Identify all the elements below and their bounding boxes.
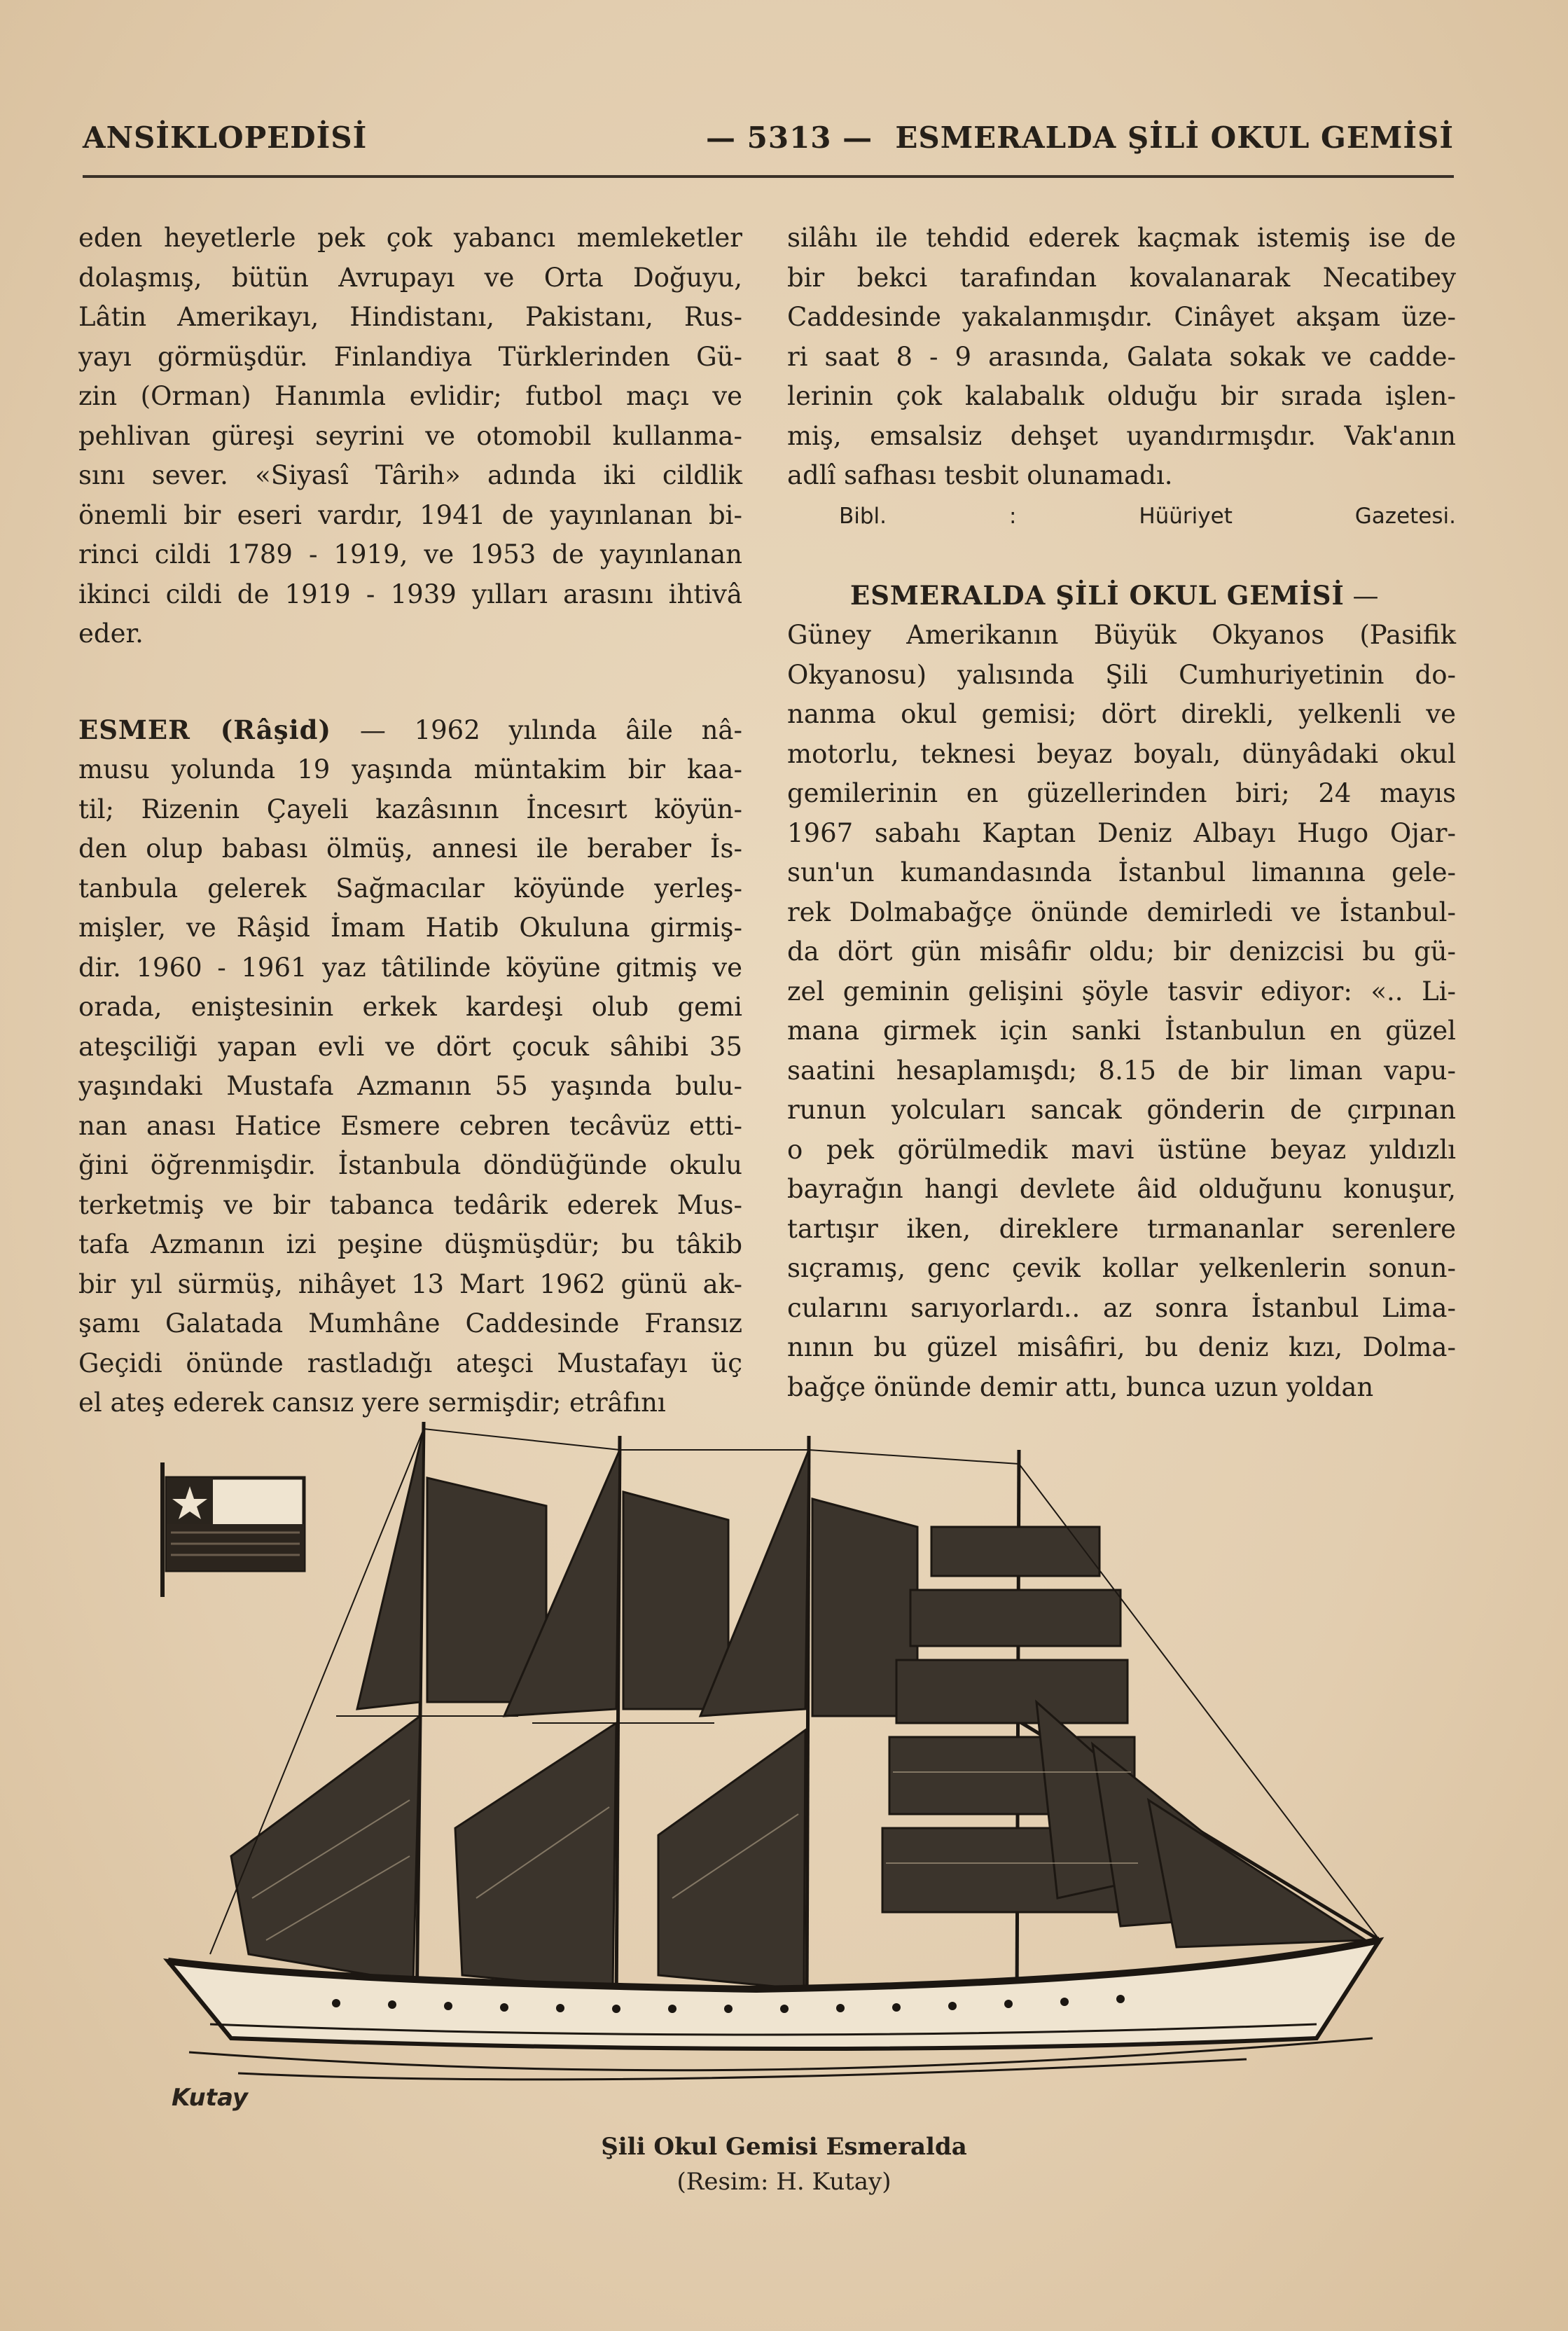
entry-esmeralda-body bbox=[787, 616, 1456, 1407]
entry-esmeralda-dash: — bbox=[1344, 580, 1379, 611]
text-line: eder. bbox=[78, 618, 144, 649]
text-line: tartışır iken, direklere tırmananlar serenlere bbox=[787, 1213, 1456, 1244]
right-column bbox=[787, 219, 1456, 1407]
text-line: nanma okul gemisi; dört direkli, yelkenli ve bbox=[787, 699, 1456, 729]
entry-esmer-intro: — 1962 yılında âile nâ- bbox=[331, 714, 742, 745]
text-line: bağçe önünde demir attı, bunca uzun yoldan bbox=[787, 1371, 1374, 1402]
text-line: da dört gün misâfir oldu; bir denizcisi bu gü- bbox=[787, 936, 1456, 967]
text-line: saatini hesaplamışdı; 8.15 de bir liman vapu- bbox=[787, 1055, 1456, 1086]
text-line: runun yolcuları sancak gönderin de çırpınan bbox=[787, 1095, 1456, 1125]
text-line: ri saat 8 - 9 arasında, Galata sokak ve cadde- bbox=[787, 341, 1456, 372]
text-line: tanbula gelerek Sağmacılar köyünde yerleş- bbox=[78, 873, 742, 904]
text-line: adlî safhası tesbit olunamadı. bbox=[787, 460, 1173, 490]
entry-esmeralda-first-line bbox=[787, 576, 1456, 616]
paragraph-gap bbox=[787, 537, 1456, 576]
text-line: dolaşmış, bütün Avrupayı ve Orta Doğuyu, bbox=[78, 262, 742, 293]
caption-credit: (Resim: H. Kutay) bbox=[677, 2168, 891, 2196]
caption-title: Şili Okul Gemisi Esmeralda bbox=[601, 2133, 967, 2161]
text-line: rek Dolmabağçe önünde demirledi ve İstanbul- bbox=[787, 897, 1456, 927]
artist-signature: Kutay bbox=[172, 2084, 249, 2112]
entry-esmer-ending bbox=[787, 219, 1456, 496]
text-line: mana girmek için sanki İstanbulun en güzel bbox=[787, 1016, 1456, 1046]
ship-illustration bbox=[126, 1408, 1408, 2129]
running-header bbox=[83, 113, 1454, 162]
text-line: 1967 sabahı Kaptan Deniz Albayı Hugo Ojar- bbox=[787, 817, 1456, 848]
text-line: dir. 1960 - 1961 yaz tâtilinde köyüne gitmiş ve bbox=[78, 952, 742, 983]
text-line: tafa Azmanın izi peşine düşmüşdür; bu tâkib bbox=[78, 1229, 742, 1259]
entry-heading-esmer: ESMER (Râşid) bbox=[78, 714, 332, 745]
text-line: Lâtin Amerikayı, Hindistanı, Pakistanı, Rus- bbox=[78, 302, 742, 332]
text-line: zel geminin gelişini şöyle tasvir ediyor: «.. Li- bbox=[787, 976, 1456, 1007]
text-line: eden heyetlerle pek çok yabancı memleketler bbox=[78, 223, 742, 253]
text-line: zin (Orman) Hanımla evlidir; futbol maçı ve bbox=[78, 381, 742, 411]
text-line: ateşciliği yapan evli ve dört çocuk sâhibi 35 bbox=[78, 1031, 742, 1062]
text-line: önemli bir eseri vardır, 1941 de yayınlanan bi- bbox=[78, 499, 742, 530]
text-line: o pek görülmedik mavi üstüne beyaz yıldızlı bbox=[787, 1134, 1456, 1165]
ship-sails bbox=[231, 1429, 1366, 1989]
text-line: terketmiş ve bir tabanca tedârik ederek Mus- bbox=[78, 1189, 742, 1220]
text-line: motorlu, teknesi beyaz boyalı, dünyâdaki okul bbox=[787, 738, 1456, 769]
text-line: ğini öğrenmişdir. İstanbula döndüğünde okulu bbox=[78, 1150, 742, 1180]
text-line: sıçramış, genc çevik kollar yelkenlerin sonun- bbox=[787, 1253, 1456, 1283]
paragraph-continuation bbox=[78, 219, 742, 654]
text-line: bir yıl sürmüş, nihâyet 13 Mart 1962 günü ak- bbox=[78, 1268, 742, 1299]
entry-esmer-first-line bbox=[78, 710, 742, 751]
chile-flag-icon bbox=[162, 1462, 304, 1597]
text-line: Geçidi önünde rastladığı ateşci Mustafayı üç bbox=[78, 1348, 742, 1378]
text-line: yaşındaki Mustafa Azmanın 55 yaşında bulu- bbox=[78, 1071, 742, 1101]
entry-heading-esmeralda: ESMERALDA ŞİLİ OKUL GEMİSİ bbox=[850, 579, 1345, 611]
header-rule bbox=[83, 175, 1454, 178]
text-line: nının bu güzel misâfiri, bu deniz kızı, Dolma- bbox=[787, 1332, 1456, 1362]
text-line: cularını sarıyorlardı.. az sonra İstanbul Lima- bbox=[787, 1292, 1456, 1323]
paragraph-gap bbox=[78, 654, 742, 710]
text-line: den olup babası ölmüş, annesi ile beraber İs- bbox=[78, 834, 742, 864]
text-line: silâhı ile tehdid ederek kaçmak istemiş ise de bbox=[787, 223, 1456, 253]
entry-esmer-body bbox=[78, 750, 742, 1423]
text-line: bir bekci tarafından kovalanarak Necatibey bbox=[787, 262, 1456, 293]
bibliography: Bibl. : Hüüriyet Gazetesi. bbox=[839, 503, 1456, 529]
text-line: şamı Galatada Mumhâne Caddesinde Fransız bbox=[78, 1308, 742, 1339]
text-line: rinci cildi 1789 - 1919, ve 1953 de yayınlanan bbox=[78, 539, 742, 569]
page-number: — 5313 — bbox=[706, 120, 873, 155]
text-line: Caddesinde yakalanmışdır. Cinâyet akşam üze- bbox=[787, 302, 1456, 332]
text-line: yayı görmüşdür. Finlandiya Türklerinden Gü- bbox=[78, 341, 742, 372]
text-line: ikinci cildi de 1919 - 1939 yılları arasını ihtivâ bbox=[78, 579, 742, 609]
text-line: el ateş ederek cansız yere sermişdir; etrâfını bbox=[78, 1388, 666, 1418]
text-line: lerinin çok kalabalık olduğu bir sırada işlen- bbox=[787, 381, 1456, 411]
left-column bbox=[78, 219, 742, 1423]
text-line: sun'un kumandasında İstanbul limanına gele- bbox=[787, 857, 1456, 887]
text-line: mişler, ve Râşid İmam Hatib Okuluna girmiş- bbox=[78, 913, 742, 943]
text-line: bayrağın hangi devlete âid olduğunu konuşur, bbox=[787, 1174, 1456, 1204]
figure-caption bbox=[0, 2129, 1568, 2199]
text-line: gemilerinin en güzellerinden biri; 24 mayıs bbox=[787, 778, 1456, 808]
text-line: Güney Amerikanın Büyük Okyanos (Pasifik bbox=[787, 620, 1456, 650]
text-line: nan anası Hatice Esmere cebren tecâvüz etti- bbox=[78, 1110, 742, 1141]
header-left-title: ANSİKLOPEDİSİ bbox=[83, 120, 368, 155]
text-line: orada, eniştesinin erkek kardeşi olub gemi bbox=[78, 992, 742, 1022]
text-line: sını sever. «Siyasî Târih» adında iki cildlik bbox=[78, 460, 742, 490]
text-line: miş, emsalsiz dehşet uyandırmışdır. Vak'anın bbox=[787, 420, 1456, 451]
text-line: til; Rizenin Çayeli kazâsının İncesırt köyün- bbox=[78, 794, 742, 824]
header-right-title: ESMERALDA ŞİLİ OKUL GEMİSİ bbox=[895, 120, 1454, 155]
text-line: Okyanosu) yalısında Şili Cumhuriyetinin do- bbox=[787, 659, 1456, 690]
text-line: musu yolunda 19 yaşında müntakim bir kaa- bbox=[78, 754, 742, 784]
text-line: pehlivan güreşi seyrini ve otomobil kullanma- bbox=[78, 420, 742, 451]
